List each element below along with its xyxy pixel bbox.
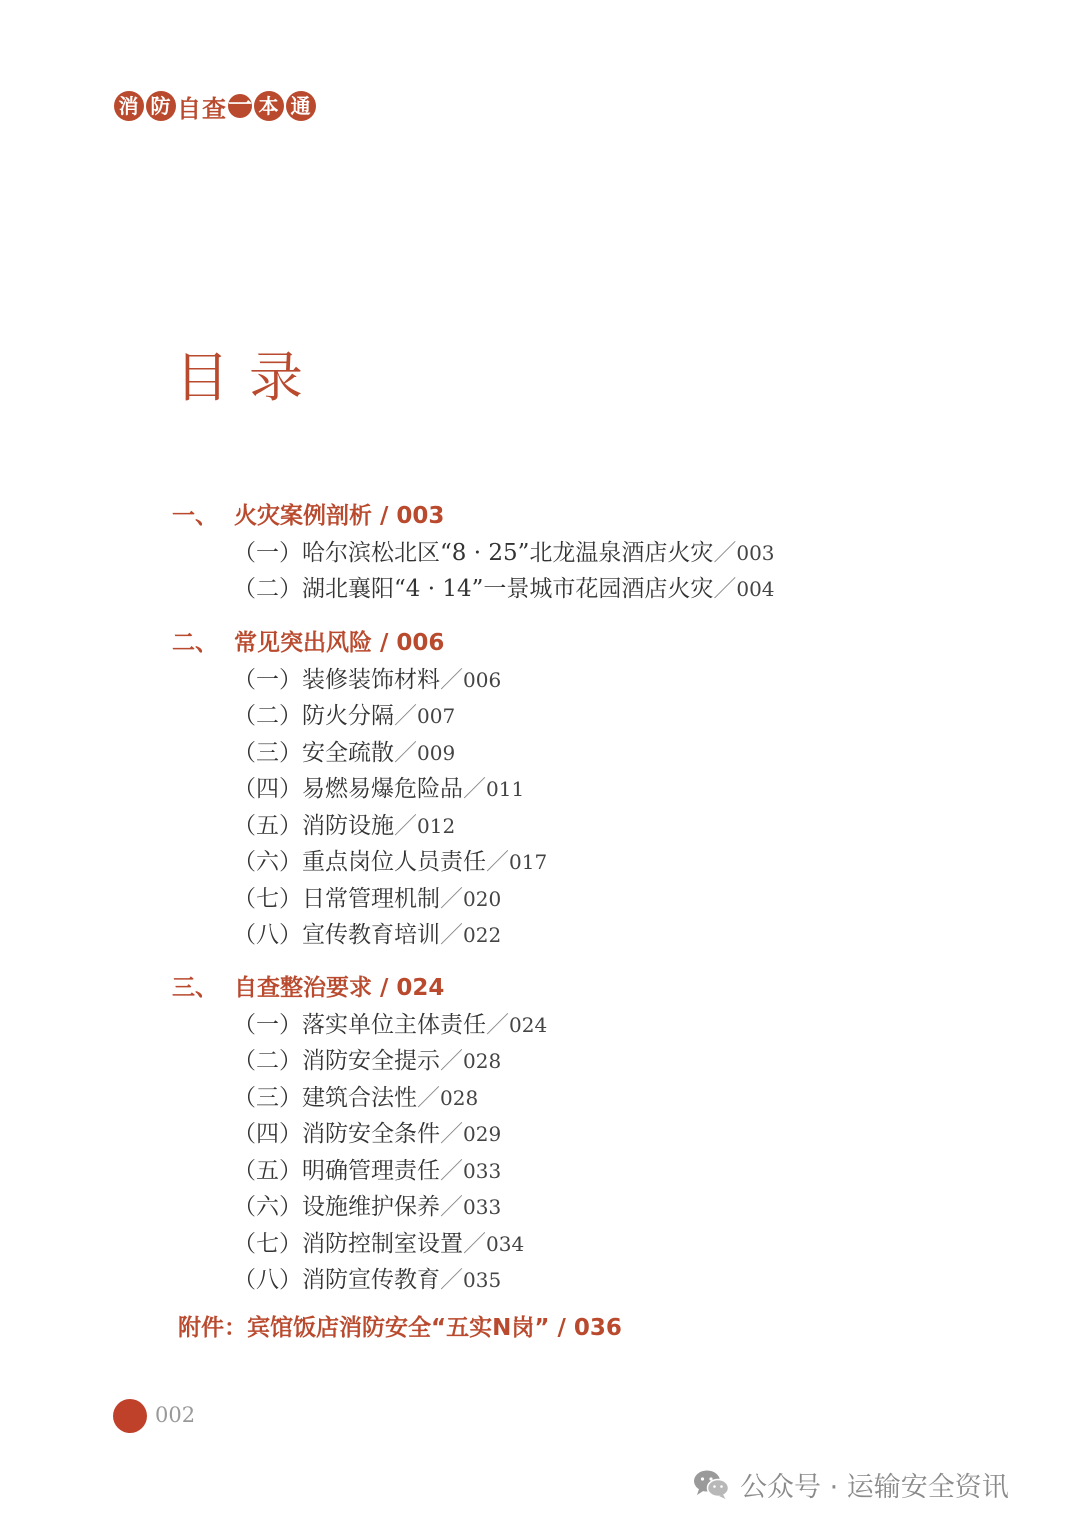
toc-item-page: 024 — [509, 1013, 548, 1037]
toc-item[interactable] — [233, 1262, 501, 1298]
logo-char: 通 — [286, 91, 316, 121]
toc-item[interactable] — [233, 1080, 478, 1116]
toc-item-label: （三）建筑合法性 — [233, 1085, 417, 1111]
toc-item-page: 020 — [463, 887, 502, 911]
page-number-dot — [113, 1399, 147, 1433]
toc-item-label: （一）装修装饰材料 — [233, 667, 440, 693]
toc-item-page: 028 — [440, 1086, 479, 1110]
toc-item-label: （六）重点岗位人员责任 — [233, 849, 486, 875]
logo-char: 防 — [146, 91, 176, 121]
toc-item[interactable] — [233, 571, 775, 607]
toc-item-page: 028 — [463, 1049, 502, 1073]
toc-item[interactable] — [233, 735, 455, 771]
watermark-text: 公众号 · 运输安全资讯 — [740, 1471, 1009, 1503]
toc-separator: ／ — [440, 667, 463, 693]
toc-item[interactable] — [233, 771, 524, 807]
toc-separator: ／ — [417, 1085, 440, 1111]
toc-separator: ／ — [440, 1267, 463, 1293]
toc-item-page: 012 — [417, 814, 456, 838]
toc-item-page: 004 — [736, 577, 775, 601]
toc-separator: ／ — [463, 1231, 486, 1257]
toc-section-heading[interactable] — [172, 970, 444, 1006]
toc-item-page: 003 — [736, 541, 775, 565]
toc-separator: ／ — [440, 1194, 463, 1220]
page-number: 002 — [155, 1403, 196, 1427]
toc-item-label: （二）湖北襄阳“4 · 14”一景城市花园酒店火灾 — [233, 576, 714, 602]
toc-separator: ／ — [463, 776, 486, 802]
toc-separator: ／ — [394, 740, 417, 766]
toc-item-label: （一）哈尔滨松北区“8 · 25”北龙温泉酒店火灾 — [233, 540, 714, 566]
toc-item-page: 022 — [463, 923, 502, 947]
wechat-icon — [692, 1468, 730, 1500]
toc-section-heading[interactable] — [172, 625, 444, 661]
logo-char: 自 — [177, 94, 202, 123]
toc-separator: ／ — [713, 576, 737, 602]
toc-item-label: （四）消防安全条件 — [233, 1121, 440, 1147]
toc-item[interactable] — [233, 844, 547, 880]
section-title: 自查整治要求 / 024 — [234, 975, 445, 1001]
toc-item[interactable] — [233, 1189, 501, 1225]
toc-item[interactable] — [233, 698, 455, 734]
toc-item-label: （四）易燃易爆危险品 — [233, 776, 463, 802]
toc-item-label: （八）宣传教育培训 — [233, 922, 440, 948]
logo-char: 本 — [254, 91, 284, 121]
toc-separator: ／ — [394, 813, 417, 839]
toc-item[interactable] — [233, 917, 501, 953]
toc-appendix[interactable]: 附件：宾馆饭店消防安全“五实N岗” / 036 — [178, 1315, 622, 1341]
toc-item-page: 017 — [509, 850, 548, 874]
toc-item-label: （七）消防控制室设置 — [233, 1231, 463, 1257]
logo-char: 一 — [228, 91, 253, 119]
section-number: 一、 — [172, 503, 218, 529]
section-number: 三、 — [172, 975, 218, 1001]
toc-item[interactable] — [233, 1153, 501, 1189]
toc-item-label: （三）安全疏散 — [233, 740, 394, 766]
toc-item[interactable] — [233, 1226, 524, 1262]
toc-item[interactable] — [233, 1007, 547, 1043]
toc-item-label: （二）消防安全提示 — [233, 1048, 440, 1074]
toc-item[interactable] — [233, 881, 501, 917]
page-title: 目录 — [175, 346, 323, 409]
toc-item-page: 035 — [463, 1268, 502, 1292]
logo-char: 查 — [202, 94, 227, 123]
toc-item-label: （五）明确管理责任 — [233, 1158, 440, 1184]
toc-item-page: 034 — [486, 1232, 525, 1256]
toc-item[interactable] — [233, 662, 501, 698]
toc-item-label: （二）防火分隔 — [233, 703, 394, 729]
logo-char: 消 — [114, 91, 144, 121]
toc-item[interactable] — [233, 808, 455, 844]
toc-item[interactable] — [233, 1043, 501, 1079]
toc-item-page: 033 — [463, 1159, 502, 1183]
toc-item-page: 029 — [463, 1122, 502, 1146]
wechat-watermark — [692, 1464, 1009, 1504]
toc-item-page: 009 — [417, 741, 456, 765]
toc-item-label: （五）消防设施 — [233, 813, 394, 839]
toc-section-heading[interactable] — [172, 498, 444, 534]
section-number: 二、 — [172, 630, 218, 656]
toc-separator: ／ — [440, 1048, 463, 1074]
toc-item-label: （六）设施维护保养 — [233, 1194, 440, 1220]
toc-separator: ／ — [486, 1012, 509, 1038]
toc-item-label: （一）落实单位主体责任 — [233, 1012, 486, 1038]
toc-item-page: 033 — [463, 1195, 502, 1219]
toc-item-label: （八）消防宣传教育 — [233, 1267, 440, 1293]
toc-separator: ／ — [440, 1121, 463, 1147]
toc-item-page: 011 — [486, 777, 525, 801]
toc-separator: ／ — [440, 1158, 463, 1184]
toc-item-page: 007 — [417, 704, 456, 728]
toc-separator: ／ — [713, 540, 737, 566]
toc-separator: ／ — [486, 849, 509, 875]
toc-item[interactable] — [233, 1116, 501, 1152]
section-title: 常见突出风险 / 006 — [234, 630, 445, 656]
toc-separator: ／ — [440, 922, 463, 948]
toc-item-label: （七）日常管理机制 — [233, 886, 440, 912]
section-title: 火灾案例剖析 / 003 — [234, 503, 445, 529]
toc-separator: ／ — [394, 703, 417, 729]
toc-separator: ／ — [440, 886, 463, 912]
toc-item-page: 006 — [463, 668, 502, 692]
toc-item[interactable] — [233, 535, 775, 571]
